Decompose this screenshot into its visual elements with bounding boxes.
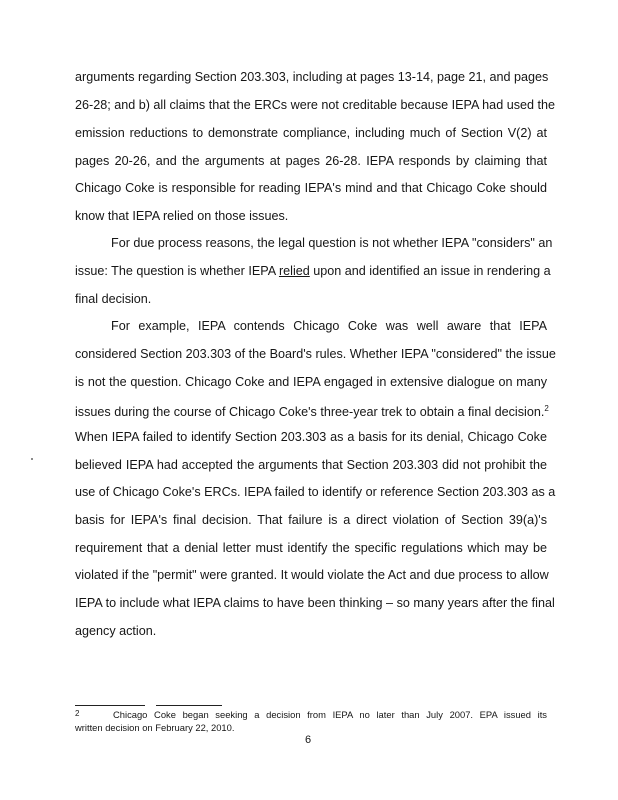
body-line: 26-28; and b) all claims that the ERCs were not creditable because IEPA had used the [75,98,556,112]
footnote-text: written decision on February 22, 2010. [75,722,235,733]
body-line: requirement that a denial letter must identify the specific regulations which may be [75,541,547,555]
footnote-number: 2 [75,709,80,718]
body-line: arguments regarding Section 203.303, including at pages 13-14, page 21, and pages [75,70,549,84]
body-line-with-emphasis [75,263,551,279]
body-line: final decision. [75,292,152,306]
body-line-with-footnote [75,401,547,420]
footnote-divider [156,705,222,706]
footnote-divider [75,705,145,706]
body-line: considered Section 203.303 of the Board's rules. Whether IEPA "considered" the issue [75,347,556,361]
body-line: use of Chicago Coke's ERCs. IEPA failed to identify or reference Section 203.303 as a [75,485,556,499]
body-line: violated if the "permit" were granted. It would violate the Act and due process to allow [75,568,549,582]
scan-artifact [31,458,33,460]
footnote-marker: 2 [544,404,549,413]
body-line: For due process reasons, the legal question is not whether IEPA "considers" an [111,236,553,250]
text-segment: issue: The question is whether IEPA [75,264,276,278]
footnote-text: Chicago Coke began seeking a decision from IEPA no later than July 2007. EPA issued its [113,709,547,720]
body-line: pages 20-26, and the arguments at pages 26-28. IEPA responds by claiming that [75,154,547,168]
body-line: IEPA to include what IEPA claims to have been thinking – so many years after the final [75,596,555,610]
body-line: basis for IEPA's final decision. That failure is a direct violation of Section 39(a)'s [75,513,547,527]
body-line: is not the question. Chicago Coke and IEPA engaged in extensive dialogue on many [75,375,547,389]
body-line: emission reductions to demonstrate compliance, including much of Section V(2) at [75,126,547,140]
body-line: agency action. [75,624,157,638]
body-line: When IEPA failed to identify Section 203.303 as a basis for its denial, Chicago Coke [75,430,547,444]
underlined-word: relied [278,264,310,278]
body-line: Chicago Coke is responsible for reading IEPA's mind and that Chicago Coke should [75,181,547,195]
body-line: For example, IEPA contends Chicago Coke was well aware that IEPA [111,319,547,333]
body-line: know that IEPA relied on those issues. [75,209,289,223]
text-segment: issues during the course of Chicago Coke's three-year trek to obtain a final decision. [75,405,545,420]
text-segment: upon and identified an issue in rendering a [313,264,551,278]
page-number: 6 [305,734,312,746]
body-line: believed IEPA had accepted the arguments that Section 203.303 did not prohibit the [75,458,547,472]
